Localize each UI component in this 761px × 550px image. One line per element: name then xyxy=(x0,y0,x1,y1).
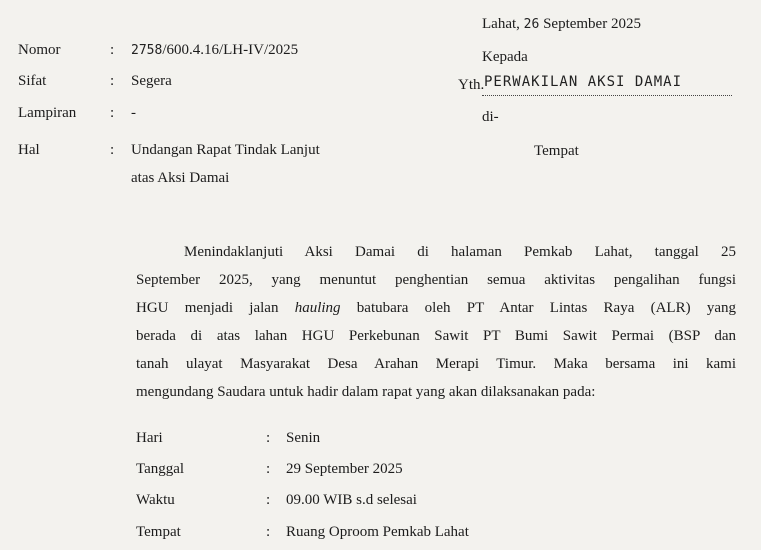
handwritten-letter-number: 2758 xyxy=(131,43,163,58)
schedule-waktu-value: 09.00 WIB s.d selesai xyxy=(286,492,417,508)
body-line-1: Menindaklanjuti Aksi Damai di halaman Pemkab Lahat, tanggal 25 xyxy=(184,244,736,260)
handwritten-date-day: 26 xyxy=(523,17,540,32)
body-line-2: September 2025, yang menuntut penghentian semua aktivitas pengalihan fungsi xyxy=(136,272,736,288)
body-line-3 xyxy=(136,294,736,322)
meta-hal-label: Hal xyxy=(18,142,40,158)
letter-date xyxy=(482,16,641,33)
body-line-3-rest: batubara oleh PT Antar Lintas Raya (ALR) yang xyxy=(356,300,736,316)
meta-nomor-label: Nomor xyxy=(18,42,61,58)
body-line-4: berada di atas lahan HGU Perkebunan Sawit PT Bumi Sawit Permai (BSP dan xyxy=(136,328,736,344)
yth-label: Yth. xyxy=(458,77,485,93)
schedule-tempat-label: Tempat xyxy=(136,524,181,540)
schedule-waktu-sep: : xyxy=(266,492,271,508)
schedule-hari-value: Senin xyxy=(286,430,321,446)
schedule-tanggal-label: Tanggal xyxy=(136,461,185,477)
recipient-underline xyxy=(482,95,732,96)
recipient-handwritten: PERWAKILAN AKSI DAMAI xyxy=(484,74,683,90)
body-line-6: mengundang Saudara untuk hadir dalam rapat yang akan dilaksanakan pada: xyxy=(136,384,596,400)
meta-hal-value-line2: atas Aksi Damai xyxy=(131,170,230,186)
meta-sifat-value: Segera xyxy=(131,73,172,89)
meta-lampiran-label: Lampiran xyxy=(18,105,77,121)
date-month-year: September 2025 xyxy=(543,16,641,32)
meta-lampiran-value: - xyxy=(131,105,136,121)
body-line-3-italic: hauling xyxy=(294,300,341,316)
schedule-waktu-label: Waktu xyxy=(136,492,175,508)
meta-nomor-value xyxy=(131,42,298,59)
meta-lampiran-sep: : xyxy=(110,105,115,121)
schedule-tanggal-sep: : xyxy=(266,461,271,477)
tempat-label: Tempat xyxy=(534,143,579,159)
schedule-tanggal-value: 29 September 2025 xyxy=(286,461,403,477)
body-line-5: tanah ulayat Masyarakat Desa Arahan Merapi Timur. Maka bersama ini kami xyxy=(136,356,736,372)
schedule-tempat-value: Ruang Oproom Pemkab Lahat xyxy=(286,524,469,540)
letter-number-suffix: /600.4.16/LH-IV/2025 xyxy=(162,42,299,58)
schedule-hari-sep: : xyxy=(266,430,271,446)
schedule-tempat-sep: : xyxy=(266,524,271,540)
meta-nomor-sep: : xyxy=(110,42,115,58)
body-line-3-prefix: HGU menjadi jalan xyxy=(136,300,295,316)
meta-hal-sep: : xyxy=(110,142,115,158)
meta-sifat-label: Sifat xyxy=(18,73,47,89)
body-paragraph xyxy=(136,238,736,406)
kepada-label: Kepada xyxy=(482,49,528,65)
meta-hal-value: Undangan Rapat Tindak Lanjut xyxy=(131,142,320,158)
di-label: di- xyxy=(482,109,499,125)
schedule-hari-label: Hari xyxy=(136,430,163,446)
place-date-label: Lahat, xyxy=(482,16,520,32)
meta-sifat-sep: : xyxy=(110,73,115,89)
